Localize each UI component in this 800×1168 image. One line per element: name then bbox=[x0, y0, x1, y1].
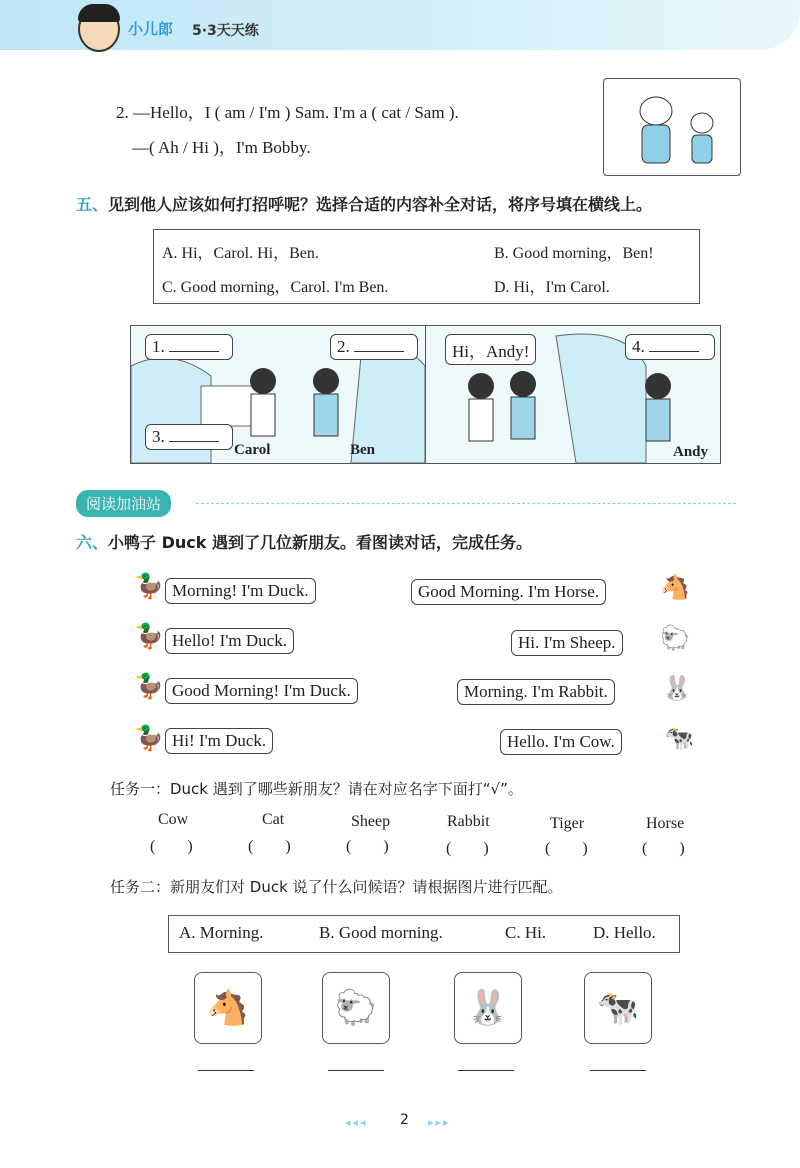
task2-option-b: B. Good morning. bbox=[319, 923, 443, 942]
rabbit-icon: 🐰 bbox=[466, 988, 510, 1028]
task2-option-d: D. Hello. bbox=[593, 923, 656, 942]
right-dialog-4: Hello. I'm Cow. bbox=[500, 729, 622, 755]
rabbit-icon: 🐰 bbox=[662, 674, 692, 702]
task2-options-box bbox=[168, 915, 680, 953]
task1-name-sheep: Sheep bbox=[351, 813, 391, 830]
reading-section-tag: 阅读加油站 bbox=[76, 490, 171, 517]
right-dialog-1: Good Morning. I'm Horse. bbox=[411, 579, 606, 605]
task1-name-horse: Horse bbox=[646, 815, 685, 832]
name-ben: Ben bbox=[350, 442, 376, 458]
footer-arrows-right: ▸▸▸ bbox=[428, 1116, 451, 1129]
page-number: 2 bbox=[400, 1112, 409, 1128]
bubble-1-label: 1. bbox=[152, 337, 165, 356]
section5-heading bbox=[76, 192, 652, 215]
task1-name-cat: Cat bbox=[262, 811, 285, 828]
left-dialog-3: Good Morning! I'm Duck. bbox=[165, 678, 358, 704]
task1-answer-cat[interactable]: ( ) bbox=[248, 838, 291, 855]
comic-bubble-1 bbox=[145, 334, 233, 360]
right-dialog-3: Morning. I'm Rabbit. bbox=[457, 679, 615, 705]
horse-icon: 🐴 bbox=[206, 988, 250, 1028]
cow-icon: 🐄 bbox=[596, 988, 640, 1028]
right-dialog-2: Hi. I'm Sheep. bbox=[511, 630, 623, 656]
bubble-2-label: 2. bbox=[337, 337, 350, 356]
comic-bubble-2 bbox=[330, 334, 418, 360]
duck-icon: 🦆 bbox=[134, 622, 164, 650]
left-dialog-4: Hi! I'm Duck. bbox=[165, 728, 273, 754]
left-dialog-1: Morning! I'm Duck. bbox=[165, 578, 316, 604]
comic-bubble-hi-andy: Hi，Andy! bbox=[445, 334, 536, 365]
section6-title: 小鸭子 Duck 遇到了几位新朋友。看图读对话，完成任务。 bbox=[108, 533, 532, 552]
horse-picture bbox=[194, 972, 262, 1044]
blank-1[interactable] bbox=[169, 351, 219, 352]
q2-line2: —( Ah / Hi )，I'm Bobby. bbox=[132, 138, 311, 157]
task1-name-tiger: Tiger bbox=[550, 815, 585, 832]
brand-logo: 小儿郎 bbox=[128, 20, 174, 38]
reading-divider bbox=[196, 503, 736, 504]
section6-heading bbox=[76, 530, 532, 553]
duck-icon: 🦆 bbox=[134, 724, 164, 752]
section5-number: 五、 bbox=[76, 195, 109, 214]
footer-arrows-left: ◂◂◂ bbox=[345, 1116, 368, 1129]
task1-name-cow: Cow bbox=[158, 811, 189, 828]
bubble-3-label: 3. bbox=[152, 427, 165, 446]
comic-bubble-3 bbox=[145, 424, 233, 450]
task1-answer-rabbit[interactable]: ( ) bbox=[446, 840, 489, 857]
blank-4[interactable] bbox=[649, 351, 699, 352]
task2-blank-horse[interactable] bbox=[198, 1070, 254, 1071]
task2-blank-sheep[interactable] bbox=[328, 1070, 384, 1071]
horse-icon: 🐴 bbox=[660, 573, 690, 601]
blank-3[interactable] bbox=[169, 441, 219, 442]
duck-icon: 🦆 bbox=[134, 572, 164, 600]
options-box bbox=[153, 229, 700, 304]
task1-answer-tiger[interactable]: ( ) bbox=[545, 840, 588, 857]
name-carol: Carol bbox=[234, 442, 271, 458]
sheep-icon: 🐑 bbox=[660, 624, 690, 652]
series-title: 5·3天天练 bbox=[192, 23, 259, 39]
option-c: C. Good morning，Carol. I'm Ben. bbox=[162, 279, 389, 296]
blank-2[interactable] bbox=[354, 351, 404, 352]
task1-answer-horse[interactable]: ( ) bbox=[642, 840, 685, 857]
left-dialog-2: Hello! I'm Duck. bbox=[165, 628, 294, 654]
duck-icon: 🦆 bbox=[134, 672, 164, 700]
sheep-picture bbox=[322, 972, 390, 1044]
option-d: D. Hi，I'm Carol. bbox=[494, 279, 610, 296]
task1-answer-sheep[interactable]: ( ) bbox=[346, 838, 389, 855]
task2-option-a: A. Morning. bbox=[179, 923, 264, 942]
bubble-4-label: 4. bbox=[632, 337, 645, 356]
task2-option-c: C. Hi. bbox=[505, 923, 547, 942]
rabbit-picture bbox=[454, 972, 522, 1044]
task1-answer-cow[interactable]: ( ) bbox=[150, 838, 193, 855]
q2-line1: 2. —Hello，I ( am / I'm ) Sam. I'm a ( cat / Sam ). bbox=[116, 103, 459, 122]
sheep-icon: 🐑 bbox=[334, 988, 378, 1028]
mascot-icon bbox=[78, 6, 120, 52]
cow-picture bbox=[584, 972, 652, 1044]
cat-mouse-illustration bbox=[603, 78, 741, 176]
name-andy: Andy bbox=[673, 444, 709, 460]
page-header bbox=[0, 0, 800, 50]
task1-instruction: 任务一：Duck 遇到了哪些新朋友？请在对应名字下面打“√”。 bbox=[110, 780, 523, 798]
cow-icon: 🐄 bbox=[664, 724, 694, 752]
task1-name-rabbit: Rabbit bbox=[447, 813, 490, 830]
section5-title: 见到他人应该如何打招呼呢？选择合适的内容补全对话，将序号填在横线上。 bbox=[108, 195, 653, 214]
comic-bubble-4 bbox=[625, 334, 715, 360]
section6-number: 六、 bbox=[76, 533, 109, 552]
task2-blank-rabbit[interactable] bbox=[458, 1070, 514, 1071]
task2-instruction: 任务二：新朋友们对 Duck 说了什么问候语？请根据图片进行匹配。 bbox=[110, 878, 563, 896]
option-b: B. Good morning，Ben! bbox=[494, 245, 654, 262]
option-a: A. Hi，Carol. Hi，Ben. bbox=[162, 245, 319, 262]
task2-blank-cow[interactable] bbox=[590, 1070, 646, 1071]
